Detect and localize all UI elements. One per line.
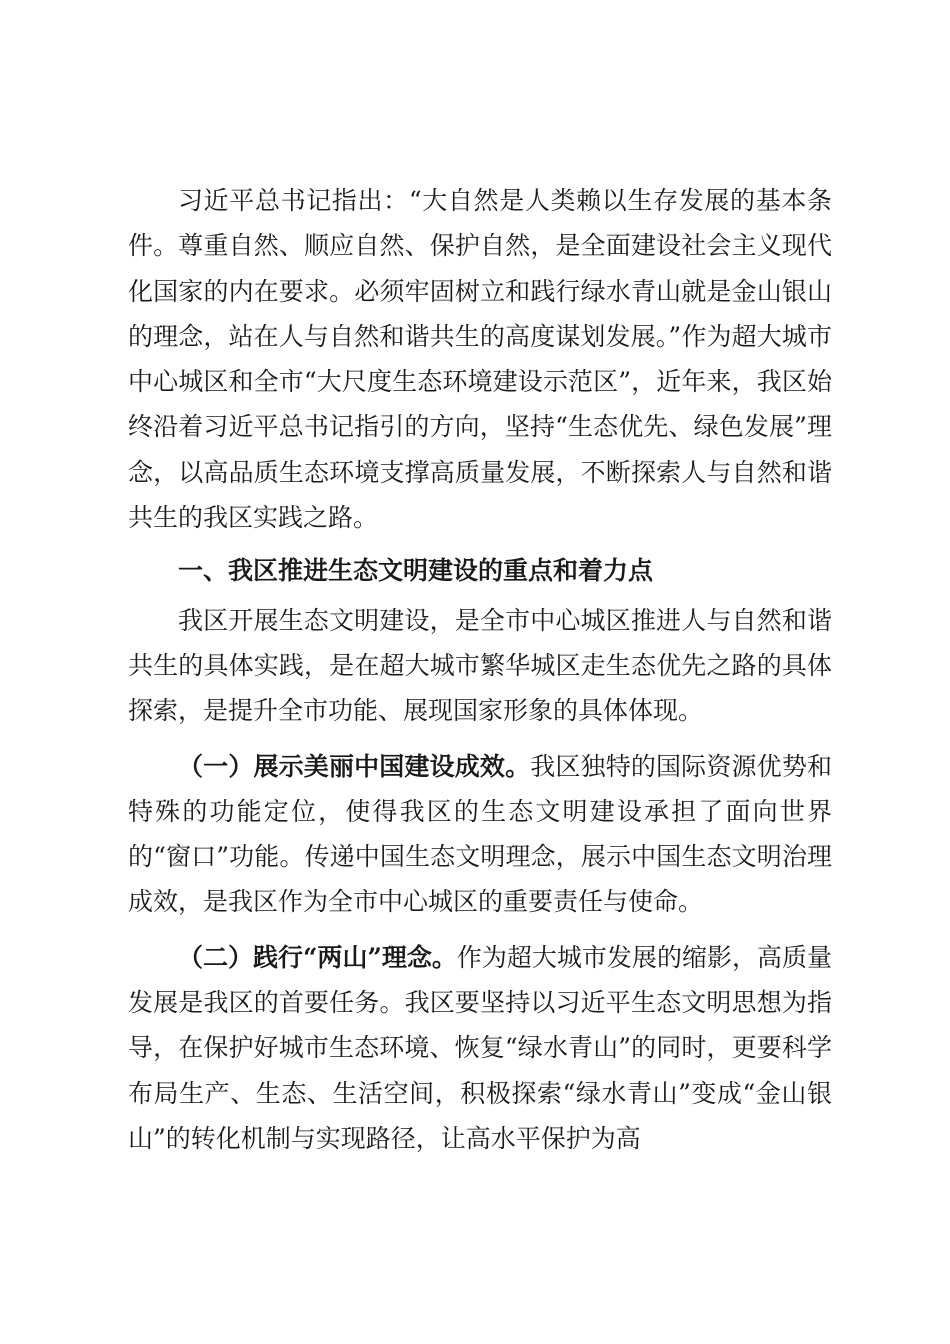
subsection-1-text: 我区独特的国际资源优势和特殊的功能定位，使得我区的生态文明建设承担了面向世界的“窗口”功能。传递中国生态文明理念，展示中国生态文明治理成效，是我区作为全市中心城区的重要责任与使命。 [128,751,832,917]
subsection-1-paragraph [128,744,832,925]
intro-paragraph: 习近平总书记指出：“大自然是人类赖以生存发展的基本条件。尊重自然、顺应自然、保护自然，是全面建设社会主义现代化国家的内在要求。必须牢固树立和践行绿水青山就是金山银山的理念，站在人与自然和谐共生的高度谋划发展。”作为超大城市中心城区和全市“大尺度生态环境建设示范区”，近年来，我区始终沿着习近平总书记指引的方向，坚持“生态优先、绿色发展”理念，以高品质生态环境支撑高质量发展，不断探索人与自然和谐共生的我区实践之路。 [128,186,832,533]
document-body [128,178,832,1161]
section-heading-1: 一、我区推进生态文明建设的重点和着力点 [178,556,654,586]
subsection-2-text: 作为超大城市发展的缩影，高质量发展是我区的首要任务。我区要坚持以习近平生态文明思想为指导，在保护好城市生态环境、恢复“绿水青山”的同时，更要科学布局生产、生态、生活空间，积极探索“绿水青山”变成“金山银山”的转化机制与实现路径，让高水平保护为高 [128,942,832,1153]
subsection-1-title: （一）展示美丽中国建设成效。 [178,751,531,781]
section-1-paragraph: 我区开展生态文明建设，是全市中心城区推进人与自然和谐共生的具体实践，是在超大城市繁华城区走生态优先之路的具体探索，是提升全市功能、展现国家形象的具体体现。 [128,605,832,726]
subsection-2-paragraph [128,935,832,1161]
subsection-2-title: （二）践行“两山”理念。 [178,942,457,972]
